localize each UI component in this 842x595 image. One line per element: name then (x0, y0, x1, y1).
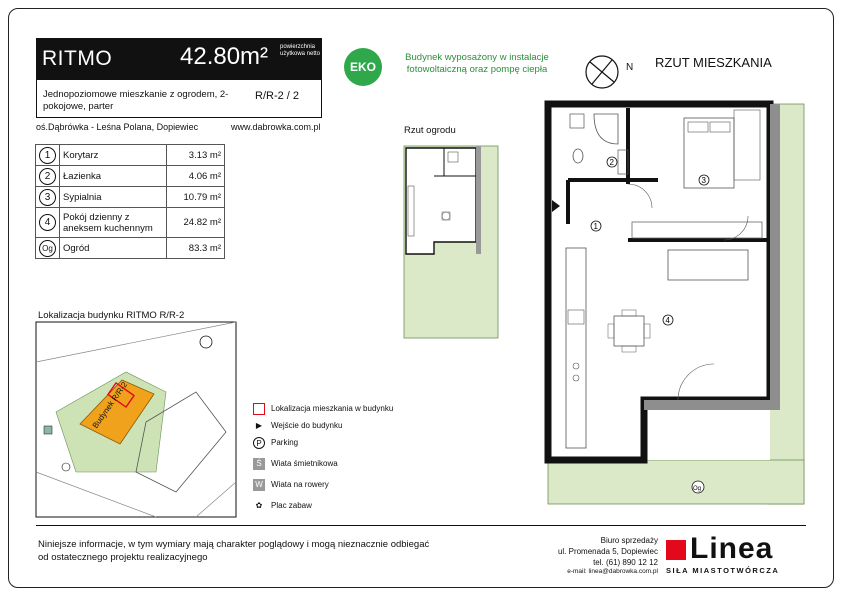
room-name: Korytarz (60, 145, 167, 166)
room-area: 3.13 m² (167, 145, 225, 166)
room-label-1 (591, 221, 601, 231)
parking-icon: P (253, 437, 265, 449)
legend-item: Lokalizacja mieszkania w budynku (253, 403, 393, 415)
room-name: Łazienka (60, 166, 167, 187)
eko-badge: EKO (344, 48, 382, 86)
svg-text:3: 3 (701, 176, 706, 185)
apartment-floor-plan (548, 104, 804, 504)
svg-text:4: 4 (665, 316, 670, 325)
room-area: 83.3 m² (167, 238, 225, 259)
eko-description: Budynek wyposażony w instalacje fotowoltaiczną oraz pompę ciepła (405, 52, 549, 75)
room-number: 2 (39, 168, 56, 185)
linea-logo-icon (666, 540, 686, 560)
garden-plan (404, 146, 498, 338)
footer-divider (36, 525, 806, 526)
room-label-4 (663, 315, 673, 325)
location-map (36, 322, 236, 517)
legend-item: P Parking (253, 437, 298, 449)
project-title: RITMO (42, 47, 113, 70)
office-phone[interactable]: tel. (61) 890 12 12 (593, 558, 658, 567)
room-label-3 (699, 175, 709, 185)
table-row (36, 208, 225, 238)
office-address: ul. Promenada 5, Dopiewiec (557, 547, 658, 556)
bike-shelter-icon: W (253, 479, 265, 491)
building-label: Budynek R/R-2 (90, 380, 130, 430)
room-area: 4.06 m² (167, 166, 225, 187)
disclaimer: Niniejsze informacje, w tym wymiary mają charakter poglądowy i mogą nieznacznie odbiegać od ostatecznego projektu realizacyjnego (38, 539, 430, 563)
sales-office (538, 535, 658, 568)
compass-icon (584, 54, 620, 90)
table-row (36, 187, 225, 208)
table-row (36, 238, 225, 259)
legend-item: ▶ Wejście do budynku (253, 420, 342, 432)
room-label-2 (607, 157, 617, 167)
svg-text:Og: Og (693, 486, 702, 492)
trash-shelter-icon: Ś (253, 458, 265, 470)
apartment-description-box (36, 80, 322, 118)
table-row (36, 145, 225, 166)
plan-title: RZUT MIESZKANIA (655, 55, 772, 70)
header-banner (36, 38, 322, 80)
table-row (36, 166, 225, 187)
apartment-area: 42.80m² (180, 43, 269, 70)
garden-plan-title: Rzut ogrodu (404, 125, 456, 136)
room-area: 10.79 m² (167, 187, 225, 208)
room-area: 24.82 m² (167, 208, 225, 238)
room-number: Og (39, 240, 56, 257)
rooms-table (35, 144, 225, 259)
legend-item: Ś Wiata śmietnikowa (253, 458, 338, 470)
website-link[interactable]: www.dabrowka.com.pl (231, 122, 321, 132)
office-email[interactable]: e-mail: linea@dabrowka.com.pl (567, 568, 658, 575)
room-name: Ogród (60, 238, 167, 259)
apartment-code: R/R-2 / 2 (255, 90, 300, 102)
room-name: Sypialnia (60, 187, 167, 208)
office-title: Biuro sprzedaży (600, 536, 658, 545)
room-label-og (692, 481, 704, 493)
estate-address: oś.Dąbrówka - Leśna Polana, Dopiewiec (36, 122, 199, 132)
red-outline-icon (253, 403, 265, 415)
linea-logo: Linea (690, 532, 774, 565)
room-number: 3 (39, 189, 56, 206)
room-name: Pokój dzienny z aneksem kuchennym (60, 208, 167, 238)
area-label: powierzchnia użytkowa netto (280, 44, 321, 57)
location-title: Lokalizacja budynku RITMO R/R-2 (38, 310, 185, 321)
room-number: 4 (39, 214, 56, 231)
legend-item: W Wiata na rowery (253, 479, 329, 491)
playground-icon: ✿ (255, 501, 263, 510)
entrance-arrow-icon: ▶ (255, 421, 263, 430)
svg-text:1: 1 (593, 222, 598, 231)
linea-slogan: SIŁA MIASTOTWÓRCZA (666, 566, 780, 575)
north-label: N (626, 62, 634, 73)
legend-item: ✿ Plac zabaw (253, 500, 312, 512)
apartment-description: Jednopoziomowe mieszkanie z ogrodem, 2-pokojowe, parter (43, 89, 229, 112)
svg-text:2: 2 (609, 158, 614, 167)
room-number: 1 (39, 147, 56, 164)
